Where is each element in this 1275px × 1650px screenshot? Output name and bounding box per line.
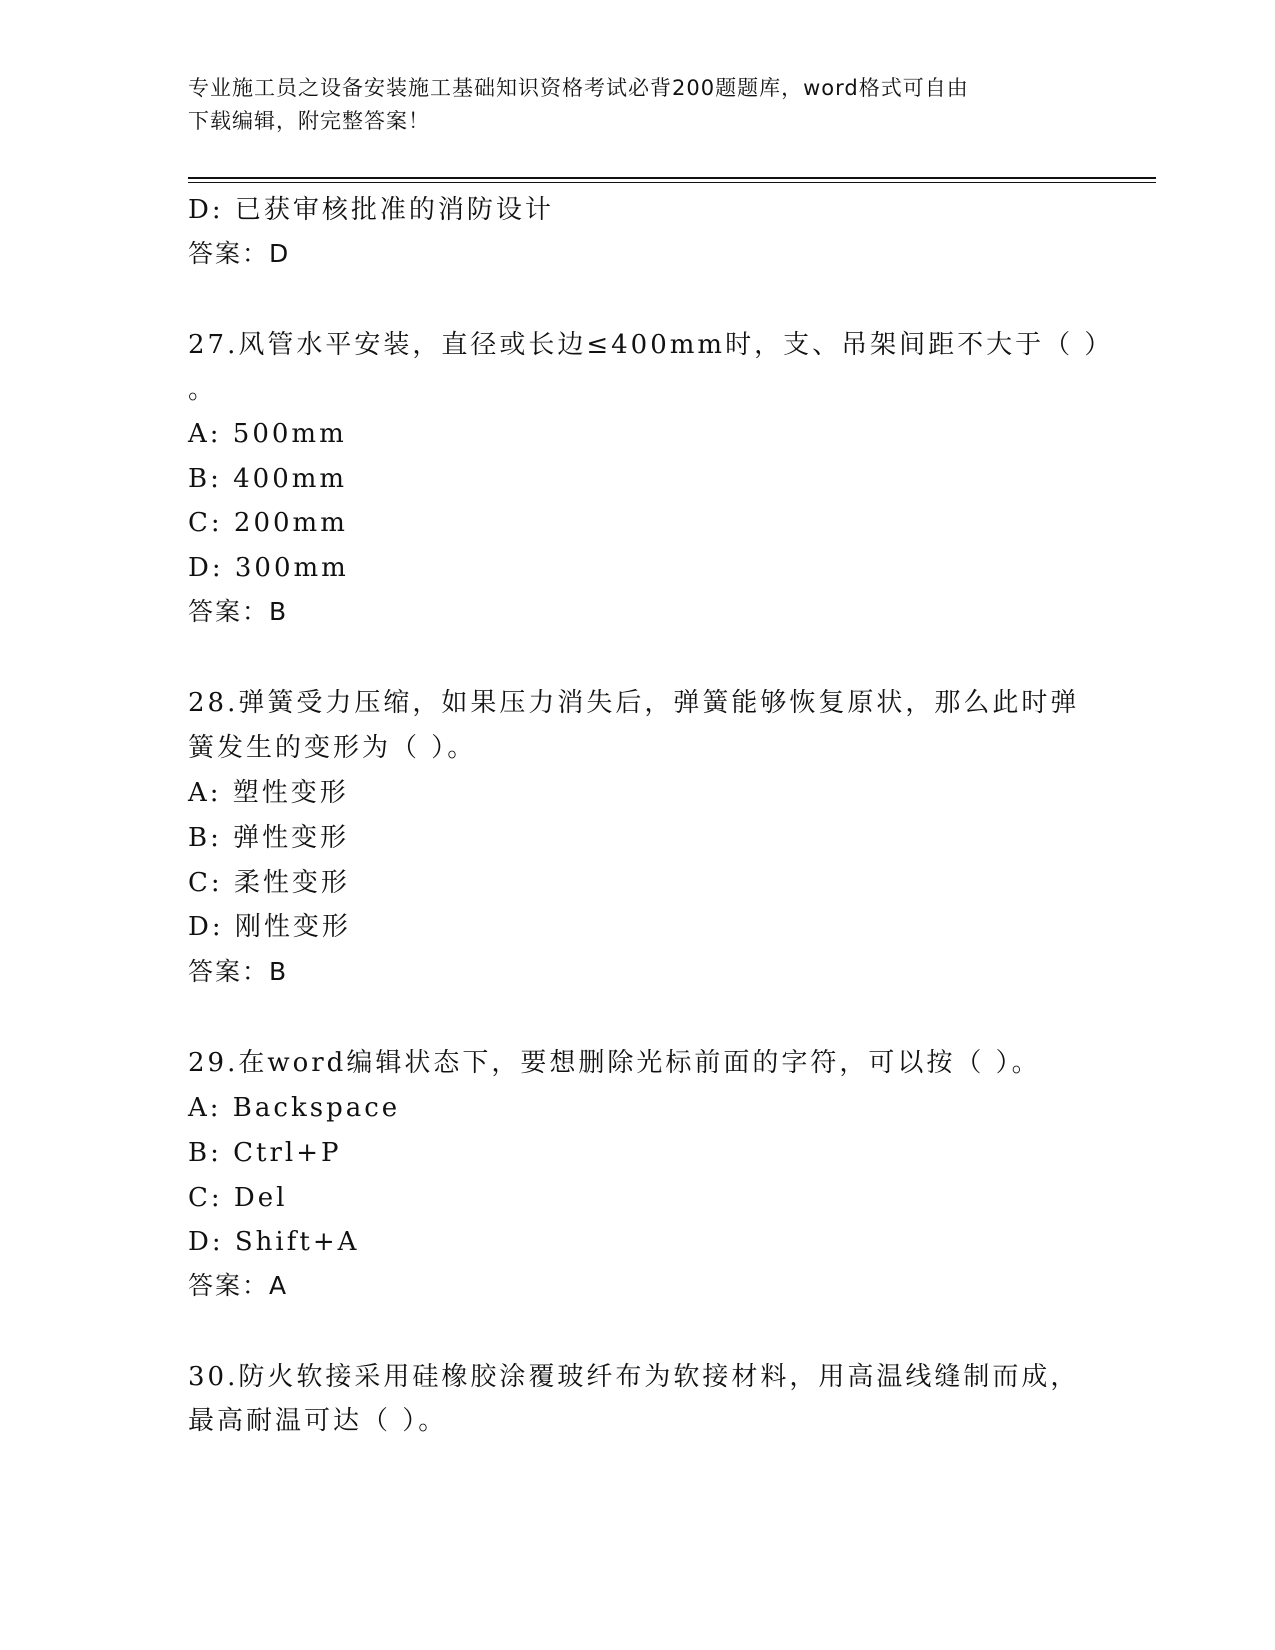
q27-answer: 答案：B — [188, 597, 289, 626]
header-divider-thick — [188, 177, 1156, 179]
q29-option-d: D: Shift+A — [188, 1227, 360, 1257]
q28-stem-line-1: 28.弹簧受力压缩，如果压力消失后，弹簧能够恢复原状，那么此时弹 — [188, 688, 1080, 718]
q28-option-a: A: 塑性变形 — [188, 778, 349, 808]
q28-option-b: B: 弹性变形 — [188, 823, 350, 853]
q29-option-a: A: Backspace — [188, 1093, 401, 1123]
q29-option-b: B: Ctrl+P — [188, 1138, 342, 1168]
q27-option-b: B: 400mm — [188, 464, 348, 494]
q29-answer: 答案：A — [188, 1271, 289, 1300]
q28-option-c: C: 柔性变形 — [188, 868, 350, 898]
q28-option-d: D: 刚性变形 — [188, 912, 351, 942]
page-header — [188, 72, 1068, 138]
q30-stem-line-2: 最高耐温可达（ ）。 — [188, 1406, 448, 1436]
q27-option-c: C: 200mm — [188, 508, 348, 538]
q27-stem-line-2: 。 — [188, 375, 218, 405]
q27-stem-line-1: 27.风管水平安装，直径或长边≤400mm时，支、吊架间距不大于（ ） — [188, 330, 1114, 360]
q29-stem-line-1: 29.在word编辑状态下，要想删除光标前面的字符，可以按（ ）。 — [188, 1048, 1041, 1078]
q28-stem-line-2: 簧发生的变形为（ ）。 — [188, 733, 477, 763]
header-title-line-2: 下载编辑，附完整答案！ — [188, 109, 430, 133]
q27-option-a: A: 500mm — [188, 419, 347, 449]
q30-stem-line-1: 30.防火软接采用硅橡胶涂覆玻纤布为软接材料，用高温线缝制而成， — [188, 1362, 1080, 1392]
q27-option-d: D: 300mm — [188, 553, 349, 583]
q26-answer: 答案：D — [188, 239, 291, 268]
header-title-line-1: 专业施工员之设备安装施工基础知识资格考试必背200题题库，word格式可自由 — [188, 76, 969, 100]
q26-option-d: D: 已获审核批准的消防设计 — [188, 195, 554, 225]
header-divider-thin — [188, 182, 1156, 183]
q29-option-c: C: Del — [188, 1183, 288, 1213]
q28-answer: 答案：B — [188, 957, 289, 986]
